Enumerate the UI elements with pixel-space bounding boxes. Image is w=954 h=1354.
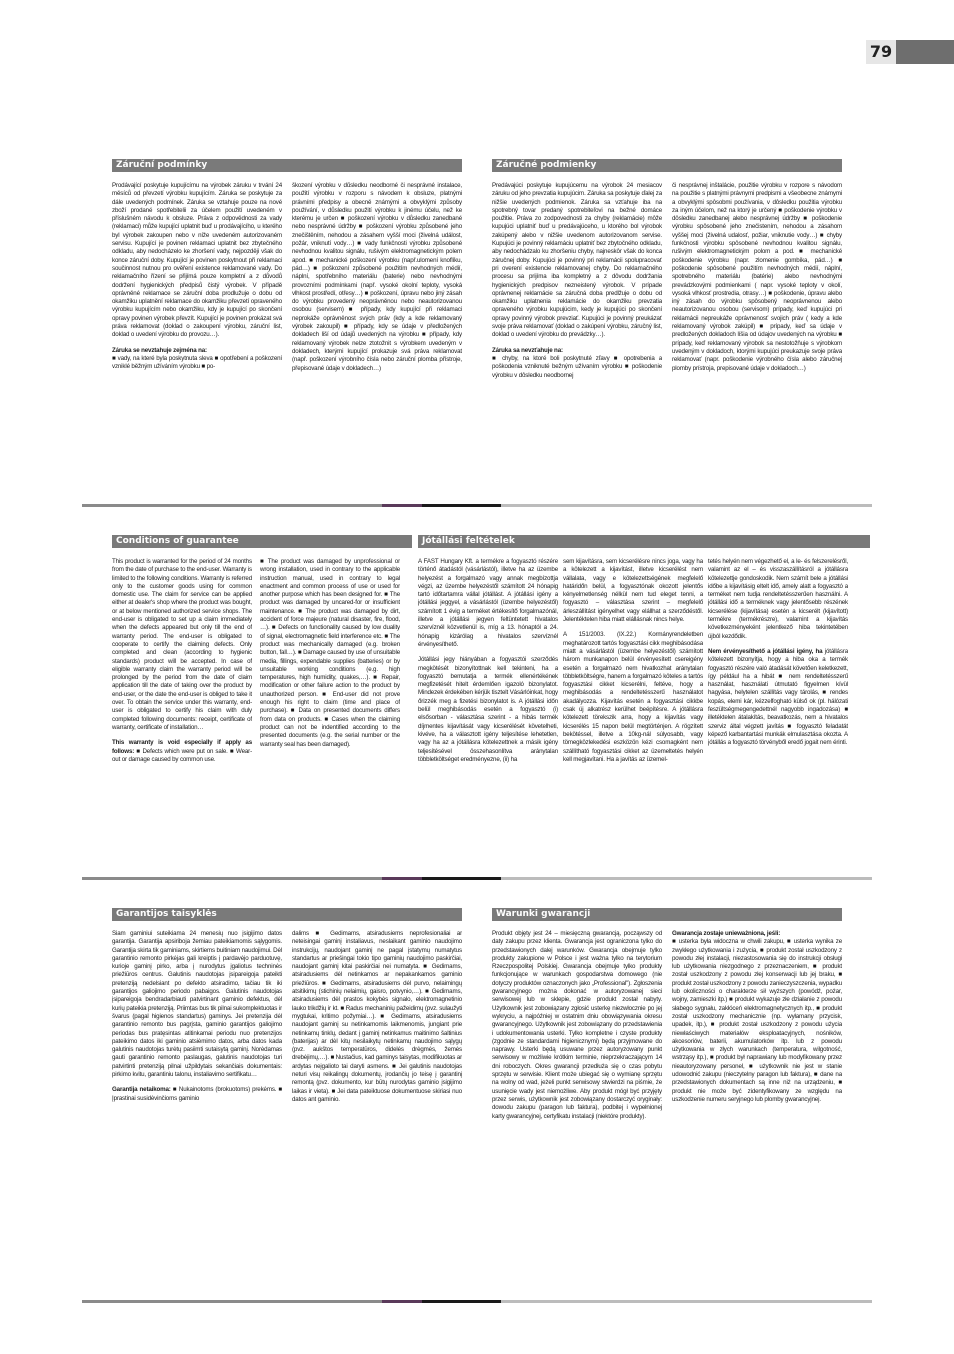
paragraph: Šiam gaminiui suteikiama 24 menesių nuo įsigijimo datos garantija. Garantija apsiriboja žemiau pateikiamomis sąlygomis. Garantija skirta tik gaminiams, skirtiems buitiniam naudojimui. Dėl garantinio remonto pirkėjas gali kreiptis į pardavėjo parduotuvę, kurioje gaminį pirko, arba į nurodytus įgaliotus techninės priežiūros centrus. Galutinis naudotojas įsipareigoja pateikti pretenziją nedelsiant po defekto atsiradimo, tačiau tik iki garantijos galiojimo periodo pabaigos. Galutinis naudotojas įsipareigoja bendradarbiauti patvirtinant gaminio defektus, dėl kurių pateikia pretenziją. Priimtas bus tik pilnai sukomplektuotas ir švarus (pagal higienos standartus) gaminys. Jei pretenzija dėl garantinio remonto bus pagrįsta, gaminio garantijos galiojimo periodas bus pratęsintas atitinkamai periodu nuo pretenzijos pateikimo datos iki gaminio atsiėmimo datos, arba datos kada galutinis naudotojas turėtų pasiimti sutaisytą gaminį. Norėdamas gauti garantinio remonto paslaugas, galutinis naudotojas turi patvirtinti pretenziją pilnai užpildytais sekančiais dokumentais: pirkimo kvitu, garantiniu talonu, instaliavimo sertifikatu… xyxy=(112,930,282,1079)
paragraph: Gwarancja zostaje unieważniona, jeśli: ■ usterka była widoczna w chwili zakupu, ■ usterka wynika ze zwykłego użytkowania i zużycia, ■ produkt został uszkodzony z powodu złej instalacji, niezastosowania się do instrukcji obsługi lub użytkowania niezgodnego z przeznaczeniem, ■ produkt został uszkodzony z powodu złej konserwacji lub jej braku, ■ produkt został uszkodzony z powodu zanieczyszczenia, wypadku lub okoliczności o charakterze sił wyższych (powódź, pożar, wojny, zamieszki itp.) ■ produkt wykazuje złe działanie z powodu słabego sygnału, zakłóceń elektromagnetycznych itp., ■ produkt został uszkodzony mechanicznie (np. wyłamany przycisk, upadek, itp.), ■ produkt został uszkodzony z powodu użycia niewłaściwych materiałów eksploatacyjnych, nośników, akcesoriów, baterii, akumulatorków itp. lub z powodu użytkowania w złych warunkach (temperatura, wilgotność, wstrząsy itp.), ■ produkt był naprawiany lub modyfikowany przez nieautoryzowany personel, ■ użytkownik nie jest w stanie udowodnić zakupu (nieczytelny paragon lub faktura), ■ dane na przedstawionych dokumentach są inne niż na urządzeniu, ■ produkt nie może być zidentyfikowany ze względu na uszkodzenie numeru seryjnego lub plomby gwarancyjnej. xyxy=(672,930,842,1103)
text-column-en-2 xyxy=(260,558,400,848)
text-column-pl-1 xyxy=(492,930,662,1230)
paragraph: Garantija netaikoma: ■ Nukainotoms (brokuotoms) prekėms. ■ Įprastinai susidėvinčioms gaminio xyxy=(112,1086,282,1102)
text-column-en-1 xyxy=(112,558,252,848)
paragraph: This product is warranted for the period of 24 months from the date of purchase to the end-user. Warranty is limited to the following conditions. Warranty is referred only to the customer goods using for common domestic use. The claim for service can be applied either at dealer's shop where the product was bought, or at below mentioned authorized service shops. The end-user is obligated to set up a claim immediately when the defects appeared but only till the end of warranty period. The end-user is obligated to cooperate to certify the claiming defects. Only completed and clean (according to hygienic standards) product will be accepted. In case of eligible warranty claim the warranty period will be prolonged by the period from the date of claim application till the date of taking over the product by end-user, or the date the end-user is obliged to take it over. To obtain the service under this warranty, end-user is obligated to certify his claim with duly completed following documents: receipt, certificate of warranty, certificate of installation… xyxy=(112,558,252,731)
section-title-hu: Jótállási feltételek xyxy=(418,535,870,548)
paragraph: či nesprávnej inštalácie, použitie výrobku v rozpore s návodom na použitie s platnými právnymi predpismi a všeobecne známymi a obvyklými spôsobmi používania, v dôsledku použitia výrobku za iným účelom, než na ktorý je určený ■ poškodenie výrobku v dôsledku zanedbanej alebo nesprávnej údržby ■ poškodenie výrobku spôsobené jeho znečistením, nehodou a zásahom vyššej moci (živelná udalosť, požiar, vniknutie vody…) ■ chyby funkčnosti výrobku spôsobené nevhodnou kvalitou signálu, rušivým elektromagnetickým polom a pod. ■ mechanické poškodenie výrobku (napr. zlomenie gombíka, pád…) ■ poškodenie spôsobené použitím nevhodných médií, náplní, spotrebného materiálu (batérie) alebo nevhodnými prevádzkovými podmienkami ( napr. vysoké teploty v okolí, vysoká vlhkosť prostredia, otrasy…) ■ poškodenie, úpravu alebo iný zásah do výrobku spôsobený neoprávnenou alebo neautorizovanou osobou (servisom) prípady, keď kupujúci pri reklamácii nepreukáže oprávnenosť svojich práv ( kedy a kde reklamovaný výrobok zakúpil) ■ prípady, keď sa údaje v predložených dokladoch líšia od údajov uvedených na výrobku ■ prípady, keď reklamovaný výrobok sa nestotožňuje s výrobkom uvedeným v dokladoch, ktorými kupujúci preukazuje svoje práva reklamovať (napr. poškodenie výrobného čísla alebo záručnej plomby prístroja, prepisované údaje v dokladoch…) xyxy=(672,182,842,372)
paragraph: Predávajúci poskytuje kupujúcemu na výrobok 24 mesiacov záruku od jeho prevzatia kupujúcim. Záruka sa poskytuje ďalej za nižšie uvedených podmienok. Záruka sa vzťahuje iba na spotrebný tovar predaný spotrebiteľovi na bežné domáce použitie. Práva zo zodpovednosti za chyby (reklamácie) môže kupujúci uplatniť buď u predávajúceho, u ktorého bol výrobok zakúpený alebo v nižšie uvedenom autorizovanom servise. Kupujúci je povinný reklamáciu uplatniť bez zbytočného odkladu, aby nedochádzalo ku zhoršeniu chyby, najneskôr však do konca záručnej doby. Kupujúci je povinný pri reklamácii spolupracovať pri overení existencie reklamovanej chyby. Do reklamačného procesu sa prijíma iba kompletný a z dôvodu dodržania hygienických predpisov nezneistený výrobok. V prípade oprávnenej reklamácie sa záručná doba predlžuje o dobu od okamžiku uplatnenia reklamácie do okamžiku prevzatia opraveného výrobku kupujúcim, kedy je kupujúci po skončení opravy povinný výrobok prevziať. Kupujúci je povinný preukázať svoje práva reklamovať (doklad o zakúpení výrobku, záručný list, doklad o uvedení výrobku do prevádzky…). xyxy=(492,182,662,339)
text-column-lt-2 xyxy=(292,930,462,1230)
text-column-sk-1 xyxy=(492,182,662,472)
paragraph: Nem érvényesíthető a jótállási igény, ha jótállásra kötelezett bizonyítja, hogy a hiba oka a termék fogyasztó részére való átadását követően keletkezett, így például ha a hibát ■ nem rendeltetésszerű használat, használati útmutató figyelmen kívül hagyása, helytelen szállítás vagy tárolás, ■ rendes kopás, elemi kár, kézzelfogható külső ok (pl. hálózati feszültségmegengedettnél nagyobb ingadozása) ■ illetéktelen átalakítás, beavatkozás, nem a hivatalos szerviz által végzett javítás ■ fogyasztó feladatát képező karbantartási munkák elmulasztása okozta. A jótállás a fogyasztó törvényből eredő jogait nem érinti. xyxy=(708,647,848,747)
paragraph: tetés helyén nem végezhető el, a le- és felszerelésről, valamint az el – és visszaszállításról a jótállásra kötelezettje gondoskodik. Nem számít bele a jótállási időbe a kijavításig eltelt idő, amely alatt a fogyasztó a terméket nem tudja rendeltetésszerűen használni. A jótállási idő a terméknek vagy jelentősebb részének kicserélése (kijavítása) esetén a kicserélt (kijavított) termékre (termékrészre), valamint a kijavítás következményeként jelentkező hiba tekintetében újból kezdődik. xyxy=(708,558,848,640)
section-divider xyxy=(82,504,872,507)
text-column-pl-2 xyxy=(672,930,842,1230)
text-column-hu-3 xyxy=(708,558,848,848)
text-column-sk-2 xyxy=(672,182,842,472)
paragraph: A FAST Hungary Kft. a termékre a fogyasztó részére történő átadástól (vásárlástól), illetve ha az üzembe helyezést a forgalmazó vagy annak megbízottja végzi, az üzembe helyezéstől számított 24 hónapig tartó időtartamra vállal jótállást. A jótállási igény a jótállási jeggyel, a vásárlástól (üzembe helyezéstől) számított 1 évig a terméket értékesítő forgalmazónál, illetve a jótállási jegyen feltüntetett hivatalos szervíznél közvetlenül is, míg a 13. hónaptól a 24. hónapig kizárólag a hivatalos szervíznél érvényesíthető. xyxy=(418,558,558,648)
paragraph: ■ The product was damaged by unprofessional or wrong installation, used in contrary to the applicable instruction manual, used in contrary to legal enactment and common process of use or used for another purpose which has been designed for. ■ The product was damaged by uncared-for or insufficient maintenance. ■ The product was damaged by dirt, accident of force majeure (natural disaster, fire, flood, …). ■ Defects on functionality caused by low duality of signal, electromagnetic field interference etc. ■ The product was mechanically damaged (e.g. broken button, fall…). ■ Damage caused by use of unsuitable media, fillings, expendable supplies (batteries) or by unsuitable working conditions (e.g. high temperatures, high humidity, quakes,…). ■ Repair, modification or other failure action to the product by unauthorized person. ■ End-user did not prove enough his right to claim (time and place of purchase). ■ Data on presented documents differs from data on products. ■ Cases when the claiming product can not be indentified according to the presented documents (e.g. the serial number or the warranty seal has been damaged). xyxy=(260,558,400,748)
section-divider xyxy=(82,877,872,880)
section-title-sk: Záručné podmienky xyxy=(492,159,842,172)
paragraph: Záruka sa nevzťahuje na: ■ chyby, na ktoré boli poskytnuté zľavy ■ opotrebenia a poškodenia vzniknuté bežným užívaním výrobku ■ poškodenie výrobku v dôsledku neodbornej xyxy=(492,346,662,379)
section-title-lt: Garantijos taisyklės xyxy=(112,908,462,921)
section-title-cz: Záruční podmínky xyxy=(112,159,462,172)
text-column-cz-2 xyxy=(292,182,462,472)
section-title-en: Conditions of guarantee xyxy=(112,535,412,548)
paragraph: This warranty is void especially if apply as follows: ■ Defects which were put on sale. ■ Wear-out or damage caused by common use. xyxy=(112,739,252,763)
paragraph: Záruka se nevztahuje zejména na: ■ vady, na které byla poskytnuta sleva ■ opotřebení a poškození vzniklé běžným užíváním výrobku ■ po- xyxy=(112,346,282,371)
text-column-cz-1 xyxy=(112,182,282,452)
text-column-lt-1 xyxy=(112,930,282,1230)
paragraph: Prodávající poskytuje kupujícímu na výrobek záruku v trvání 24 měsíců od převzetí výrobku kupujícím. Záruka se poskytuje za dále uvedených podmínek. Záruka se vztahuje pouze na nové zboží prodané spotřebitelii za účelem použití uvedeném v příslušném návodu k obsluze. Práva z odpovědnosti za vady (reklamaci) může kupující uplatnit buď u prodávajícího, u kterého byl výrobek zakoupen nebo v níže uvedeném autorizovaném servisu. Kupující je povinen reklamaci uplatnit bez zbytečného odkladu, aby nedocházelo ke zhoršení vady, nejpozději však do konce záruční doby. Kupující je povinen poskytnout při reklamaci součinnost nutnou pro ověření existence reklamované vady. Do reklamačního řízení se přijímá pouze kompletní a z důvodů dodržení hygienických předpisů čistý výrobek. V případě oprávněné reklamace se záruční doba prodlužuje o dobu od okamžiku uplatnění reklamace do okamžiku převzetí opraveného výrobku kupujícím nebo okamžiku, kdy je kupující po skončení opravy povinen výrobek převzít. Kupující je povinen prokázat svá práva reklamovat (doklad o zakoupení výrobku, záruční list, doklad o uvedení výrobku do provozu…). xyxy=(112,182,282,339)
page-number: 79 xyxy=(866,40,896,64)
text-column-hu-1 xyxy=(418,558,558,848)
paragraph: sem kijavításra, sem kicserélésre nincs joga, vagy ha a kötelezett a kijavítást, illetve kicserélést nem vállalata, vagy e kötelezettségének megfelelő határidőn belül, a fogyasztónak okozott jelentős kényelmetlenség nélkül nem tud eleget tenni, a fogyasztó – választása szerint – megfelelő árleszállítást igényelhet vagy elállhat a szerződéstől. Jelentéktelen hiba miatt elállásnak nincs helye. xyxy=(563,558,703,624)
text-column-hu-2 xyxy=(563,558,703,848)
paragraph: Produkt objęty jest 24 – miesięczną gwarancją, począwszy od daty zakupu przez klienta. Gwarancja jest ograniczona tylko do przedstawionych dalej warunków. Gwarancja obejmuje tylko produkty zakupione w Polsce i jest ważna tylko na terytorium Rzeczpospolitej Polskiej. Gwarancja obejmuje tylko produkty funkcjonujące w warunkach gospodarstwa domowego (nie dotyczy produktów oznaczonych jako „Professional"). Zgłoszenia gwarancyjnego można dokonać w autoryzowanej sieci serwisowej lub w sklepie, gdzie produkt został nabyty. Użytkownik jest zobowiązany zgłosić usterkę niezwłocznie po jej wykryciu, a najpóźniej w ostatnim dniu obowiązywania okresu gwarancyjnego. Użytkownik jest zobowiązany do przedstawienia i udokumentowania usterki. Tylko kompletne i czyste produkty (zgodnie ze standardami higienicznymi) będą przyjmowane do naprawy. Usterki będą usuwane przez autoryzowany punkt serwisowy w możliwie krótkim terminie, nieprzekraczającym 14 dni roboczych. Okres gwarancji przedłuża się o czas pobytu sprzętu w serwisie. Klient może ubiegać się o wymianę sprzętu na wolny od wad, jeżeli punkt serwisowy stwierdzi na piśmie, że usunięcie wady jest niemożliwe. Aby produkt mógł być przyjęty przez serwis, użytkownik jest zobowiązany dostarczyć oryginały: dowodu zakupu (paragon lub faktura), podbitej i wypełnionej karty gwarancyjnej, certyfikatu instalacji (niektóre produkty). xyxy=(492,930,662,1120)
section-title-pl: Warunki gwarancji xyxy=(492,908,842,921)
section-divider xyxy=(82,1300,872,1303)
paragraph: Jótállási jegy hiányában a fogyasztói szerződés megkötését bizonyítottnak kell tekinteni, ha a fogyasztó bemutatja a termék ellenértékének megfizetését hitelt érdemlően igazoló bizonylatot. Mindezek érdekében kérjük tisztelt Vásárlóinkat, hogy őrizzék meg a fizetési bizonylatot is. A jótállási időn belül meghibásodás esetén a fogyasztó (i) elsősorban - választása szerint - a hibás termék díjmentes kijavítását vagy kicserélését követelheti, kivéve, ha a választott igény teljesítése lehetetlen, vagy ha az a jótállásra kötelezettnek a másik igény teljesítésével összehasonlítva aránytalan többletköltséget eredményezne, (ii) ha xyxy=(418,656,558,763)
paragraph: dalims ■ Gedimams, atsiradusiems neprofesionaliai ar neteisingai gaminį instaliavus, neslaikant gaminio naudojimo instrukcijų, naudojant gaminį ne pagal įstatymų numatytus standartus ar priešingai tokio tipo gaminių naudojimo paskirčiai, naudojant gaminį kitai paskirčiai nei numatyta. ■ Gedimams, atsiradusiems dėl netinkamos ar nepakankamos gaminio priežiūros. ■ Gedimams, atsiradusiems dėl purvo, nelaimingų atsitikimų (stichinių nelaimių, gaisro, potvynio,…). ■ Gedimams, atsiradusiems dėl prastos kokybės signalo, elektromagnetinio lauko trikdžių ir kt. ■ Radus mechaninių pažeidimų (pvz. sulaužyti mygtukai, kritimo požymiai…). ■ Gedimams, atsiradusiems naudojant gaminį su netinkamomis laikmenomis, jungiant prie netinkamų tinklų, dedant į gaminį netinkamus maitinimo šaltinius (baterijas) ar dėl kitų nesilaikytų netinkamų naudojimo sąlygų (pvz. aukštos temperatūros, didelės drėgmės, žemės drebėjimų,…). ■ Nustačius, kad gaminys taisytas, modifikuotas ar ardytas neįgalioto tai daryti asmens. ■ Jei galutinis naudotojas neturi visų reikalingų dokumentų, įrodančių jo teisę į garantinį remontą (pvz. dokumento, kur būtų nurodytas gaminio įsigijimo laikas ir vieta). ■ Jei data pateiktuose dokumentuose skiriasi nuo datos ant gaminio. xyxy=(292,930,462,1103)
page-number-bar xyxy=(896,40,954,64)
paragraph: škození výrobku v důsledku neodborné či nesprávné instalace, použití výrobku v rozporu s návodem k obsluze, platnými právními předpisy a obecně známými a obvyklými způsoby používání, v důsledku použití výrobku k jinému účelu, než ke kterému je určen ■ poškození výrobku v důsledku zanedbané nebo nesprávné údržby ■ poškození výrobku způsobené jeho znečištěním, nehodou a zásahem vyšší moci (živelná událost, požár, vniknutí vody…) ■ vady funkčnosti výrobku způsobené nevhodnou kvalitou signálu, rušivým elektromagnetickým polem apod. ■ mechanické poškození výrobku (např.ulomení knoflíku, pád…) ■ poškození způsobené použitím nevhodných médií, náplní, spotřebního materiálu (baterie) nebo nevhodnými provozními podmínkami (např. vysoké okolní teploty, vysoká vlhkost prostředí, otřesy…) ■ poškození, úpravu nebo jiný zásah do výrobku provedený neoprávněnou nebo neautorizovanou osobou (servisem) ■ případy, kdy kupující při reklamaci neprokáže oprávněnost svých práv (kdy a kde reklamovaný výrobek zakoupil) ■ případy, kdy se údaje v předložených dokladech liší od údajů uvedených na výrobku ■ případy, kdy reklamovaný výrobek nelze ztotožnit s výrobkem uvedeným v dokladech, kterými kupující prokazuje svá práva reklamovat (např. poškození výrobního čísla nebo záruční plomba přístroje, přepisované údaje v dokladech…) xyxy=(292,182,462,372)
paragraph: A 151/2003. (IX.22.) Kormányrendeletben meghatározott tartós fogyasztási cikk meghibásodása miatt a vásárlástól (üzembe helyezéstől) számított három munkanapon belül érvényesített csereigény esetén a forgalmazó nem hivatkozhat aránytalan többletköltségre, hanem a forgalmazó köteles a tartós fogyasztási cikket kicserélni, feltéve, hogy a meghibásodás a rendeltetésszerű használatot akadályozza. Kijavítás esetén a fogyasztási cikkbe csak új alkatrész kerülhet beépítésre. A jótállásra kötelezett törekszik arra, hogy a kijavítás vagy kicserélés 15 napon belül megtörténjen. A rögzített bekötéssel, illetve a 10kg-nál súlyosabb, vagy tömegközlekedési eszközön kézi csomagként nem szállítható fogyasztási cikket az üzemeltetés helyén kell megjavítani. Ha a javítás az üzemel- xyxy=(563,631,703,763)
